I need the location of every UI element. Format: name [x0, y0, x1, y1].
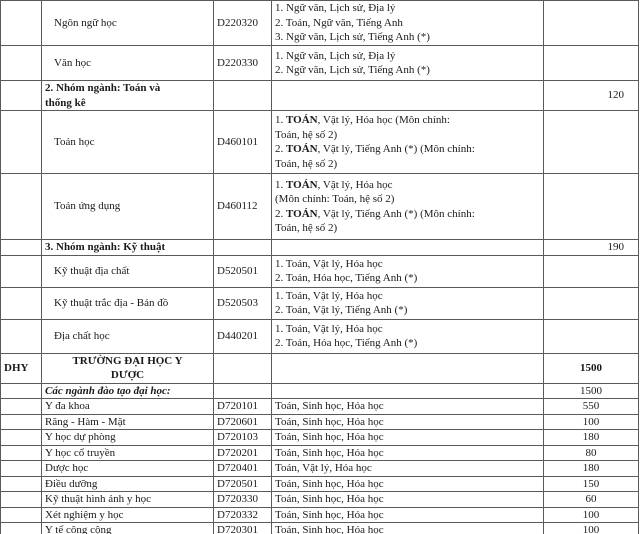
table-row — [1, 523, 639, 534]
subject-combination: 1. Toán, Vật lý, Hóa học — [275, 257, 383, 270]
subject-rest: , Vật lý, Hóa học — [317, 178, 393, 191]
subjects-cell — [272, 111, 544, 174]
subject-combination — [275, 178, 540, 193]
table-row — [1, 507, 639, 523]
quota-cell — [544, 46, 639, 81]
school-name-line: TRƯỜNG ĐẠI HỌC Y — [72, 354, 183, 367]
school-code-cell — [1, 1, 42, 46]
subject-combination — [275, 207, 540, 222]
school-code-cell — [1, 523, 42, 534]
table-row — [1, 1, 639, 46]
quota-cell: 100 — [544, 414, 639, 430]
subjects-cell: Toán, Sinh học, Hóa học — [272, 445, 544, 461]
major-code-cell — [214, 353, 272, 383]
section-label: Các ngành đào tạo đại học: — [42, 383, 214, 399]
school-code: DHY — [1, 353, 42, 383]
group-title-line: thống kê — [45, 96, 86, 109]
group-title — [42, 81, 214, 111]
major-code-cell: D720201 — [214, 445, 272, 461]
school-code-cell — [1, 399, 42, 415]
quota-cell — [544, 1, 639, 46]
major-name-cell: Kỹ thuật địa chất — [42, 255, 214, 287]
school-code-cell — [1, 255, 42, 287]
school-name-line: DƯỢC — [110, 369, 145, 381]
quota-cell: 180 — [544, 461, 639, 477]
major-code-cell: D440201 — [214, 319, 272, 353]
major-code-cell: D720101 — [214, 399, 272, 415]
major-name-cell: Y học cổ truyền — [42, 445, 214, 461]
table-row — [1, 461, 639, 477]
school-code-cell — [1, 319, 42, 353]
major-code-cell: D720332 — [214, 507, 272, 523]
major-code-cell: D720501 — [214, 476, 272, 492]
subjects-cell: Toán, Vật lý, Hóa học — [272, 461, 544, 477]
subject-rest: , Vật lý, Hóa học (Môn chính: — [317, 114, 450, 126]
major-code-cell: D460112 — [214, 174, 272, 240]
quota-cell — [544, 174, 639, 240]
subject-combination: 2. Toán, Vật lý, Tiếng Anh (*) — [275, 304, 408, 316]
subject-note: (Môn chính: Toán, hệ số 2) — [275, 193, 395, 205]
major-code-cell: D720103 — [214, 430, 272, 446]
major-name-cell: Xét nghiệm y học — [42, 507, 214, 523]
major-name-cell: Y đa khoa — [42, 399, 214, 415]
subjects-cell — [272, 240, 544, 256]
major-name-cell: Y học dự phòng — [42, 430, 214, 446]
table-row — [1, 399, 639, 415]
group-quota: 120 — [544, 81, 639, 111]
subjects-cell: Toán, Sinh học, Hóa học — [272, 399, 544, 415]
major-name-cell: Ngôn ngữ học — [42, 1, 214, 46]
major-code-cell: D460101 — [214, 111, 272, 174]
subjects-cell: Toán, Sinh học, Hóa học — [272, 492, 544, 508]
school-code-cell — [1, 430, 42, 446]
major-code-cell: D220320 — [214, 1, 272, 46]
major-code-cell — [214, 81, 272, 111]
school-code-cell — [1, 111, 42, 174]
quota-cell: 550 — [544, 399, 639, 415]
quota-cell — [544, 255, 639, 287]
school-header-row — [1, 353, 639, 383]
major-code-cell: D720301 — [214, 523, 272, 534]
subjects-cell: Toán, Sinh học, Hóa học — [272, 476, 544, 492]
school-code-cell — [1, 476, 42, 492]
subject-rest: , Vật lý, Tiếng Anh (*) (Môn chính: — [317, 207, 475, 220]
subjects-cell — [272, 255, 544, 287]
subjects-cell — [272, 319, 544, 353]
school-code-cell — [1, 461, 42, 477]
quota-cell: 150 — [544, 476, 639, 492]
major-code-cell: D720401 — [214, 461, 272, 477]
section-quota: 1500 — [544, 383, 639, 399]
school-code-cell — [1, 414, 42, 430]
subject-combination: 2. Toán, Ngữ văn, Tiếng Anh — [275, 16, 403, 29]
major-name-cell: Địa chất học — [42, 319, 214, 353]
major-code-cell: D520501 — [214, 255, 272, 287]
subject-combination: 1. Ngữ văn, Lịch sử, Địa lý — [275, 49, 396, 62]
table-row — [1, 445, 639, 461]
subject-note: Toán, hệ số 2) — [275, 128, 338, 141]
quota-cell: 180 — [544, 430, 639, 446]
school-quota: 1500 — [544, 353, 639, 383]
main-subject: TOÁN — [286, 143, 318, 155]
table-row — [1, 319, 639, 353]
school-code-cell — [1, 81, 42, 111]
subjects-cell — [272, 287, 544, 319]
subject-number: 2. — [275, 207, 284, 220]
subject-combination: 2. Toán, Hóa học, Tiếng Anh (*) — [275, 337, 418, 349]
main-subject: TOÁN — [286, 207, 318, 220]
subjects-cell — [272, 1, 544, 46]
school-code-cell — [1, 383, 42, 399]
subject-number: 1. — [275, 178, 284, 191]
subject-combination: 3. Ngữ văn, Lịch sử, Tiếng Anh (*) — [275, 31, 430, 44]
major-name-cell: Răng - Hàm - Mặt — [42, 414, 214, 430]
main-subject: TOÁN — [286, 114, 318, 126]
school-code-cell — [1, 445, 42, 461]
quota-cell: 100 — [544, 523, 639, 534]
subjects-cell: Toán, Sinh học, Hóa học — [272, 507, 544, 523]
table-row — [1, 414, 639, 430]
major-code-cell: D520503 — [214, 287, 272, 319]
section-row — [1, 383, 639, 399]
major-name-cell: Kỹ thuật trắc địa - Bản đồ — [42, 287, 214, 319]
major-name-cell: Dược học — [42, 461, 214, 477]
major-code-cell — [214, 383, 272, 399]
subject-combination: 1. Toán, Vật lý, Hóa học — [275, 322, 383, 335]
table-row — [1, 174, 639, 240]
major-name-cell: Toán học — [42, 111, 214, 174]
subject-combination: 1. Toán, Vật lý, Hóa học — [275, 289, 383, 302]
major-code-cell — [214, 240, 272, 256]
major-code-cell: D220330 — [214, 46, 272, 81]
major-name-cell: Văn học — [42, 46, 214, 81]
subject-combination — [275, 113, 540, 128]
subjects-cell — [272, 174, 544, 240]
group-title-line: 2. Nhóm ngành: Toán và — [45, 82, 161, 94]
table-row — [1, 287, 639, 319]
subjects-cell — [272, 383, 544, 399]
quota-cell: 80 — [544, 445, 639, 461]
major-code-cell: D720601 — [214, 414, 272, 430]
subject-note: Toán, hệ số 2) — [275, 222, 338, 234]
group-title: 3. Nhóm ngành: Kỹ thuật — [42, 240, 214, 256]
school-code-cell — [1, 174, 42, 240]
subject-note: Toán, hệ số 2) — [275, 157, 338, 170]
subject-combination: 2. Ngữ văn, Lịch sử, Tiếng Anh (*) — [275, 64, 430, 76]
subject-rest: , Vật lý, Tiếng Anh (*) (Môn chính: — [317, 143, 475, 155]
school-code-cell — [1, 46, 42, 81]
subject-combination: 1. Ngữ văn, Lịch sử, Địa lý — [275, 2, 396, 15]
school-code-cell — [1, 492, 42, 508]
subject-number: 2. — [275, 143, 284, 155]
school-code-cell — [1, 240, 42, 256]
group-quota: 190 — [544, 240, 639, 256]
school-code-cell — [1, 507, 42, 523]
table-row — [1, 492, 639, 508]
quota-cell: 100 — [544, 507, 639, 523]
group-header-row — [1, 81, 639, 111]
table-row — [1, 46, 639, 81]
table-row — [1, 476, 639, 492]
subject-combination — [275, 142, 540, 157]
quota-cell — [544, 319, 639, 353]
subjects-cell — [272, 81, 544, 111]
quota-cell — [544, 111, 639, 174]
table-row — [1, 430, 639, 446]
subjects-cell — [272, 46, 544, 81]
subjects-cell: Toán, Sinh học, Hóa học — [272, 414, 544, 430]
subject-number: 1. — [275, 114, 284, 126]
subjects-cell — [272, 353, 544, 383]
quota-cell: 60 — [544, 492, 639, 508]
major-name-cell: Toán ứng dụng — [42, 174, 214, 240]
school-code-cell — [1, 287, 42, 319]
table-row — [1, 255, 639, 287]
major-name-cell: Điều dưỡng — [42, 476, 214, 492]
major-name-cell: Y tế công cộng — [42, 523, 214, 534]
table-row — [1, 111, 639, 174]
school-name — [42, 353, 214, 383]
subjects-cell: Toán, Sinh học, Hóa học — [272, 523, 544, 534]
main-subject: TOÁN — [286, 178, 318, 191]
major-code-cell: D720330 — [214, 492, 272, 508]
subject-combination: 2. Toán, Hóa học, Tiếng Anh (*) — [275, 272, 418, 284]
subjects-cell: Toán, Sinh học, Hóa học — [272, 430, 544, 446]
group-header-row — [1, 240, 639, 256]
quota-cell — [544, 287, 639, 319]
major-name-cell: Kỹ thuật hình ảnh y học — [42, 492, 214, 508]
